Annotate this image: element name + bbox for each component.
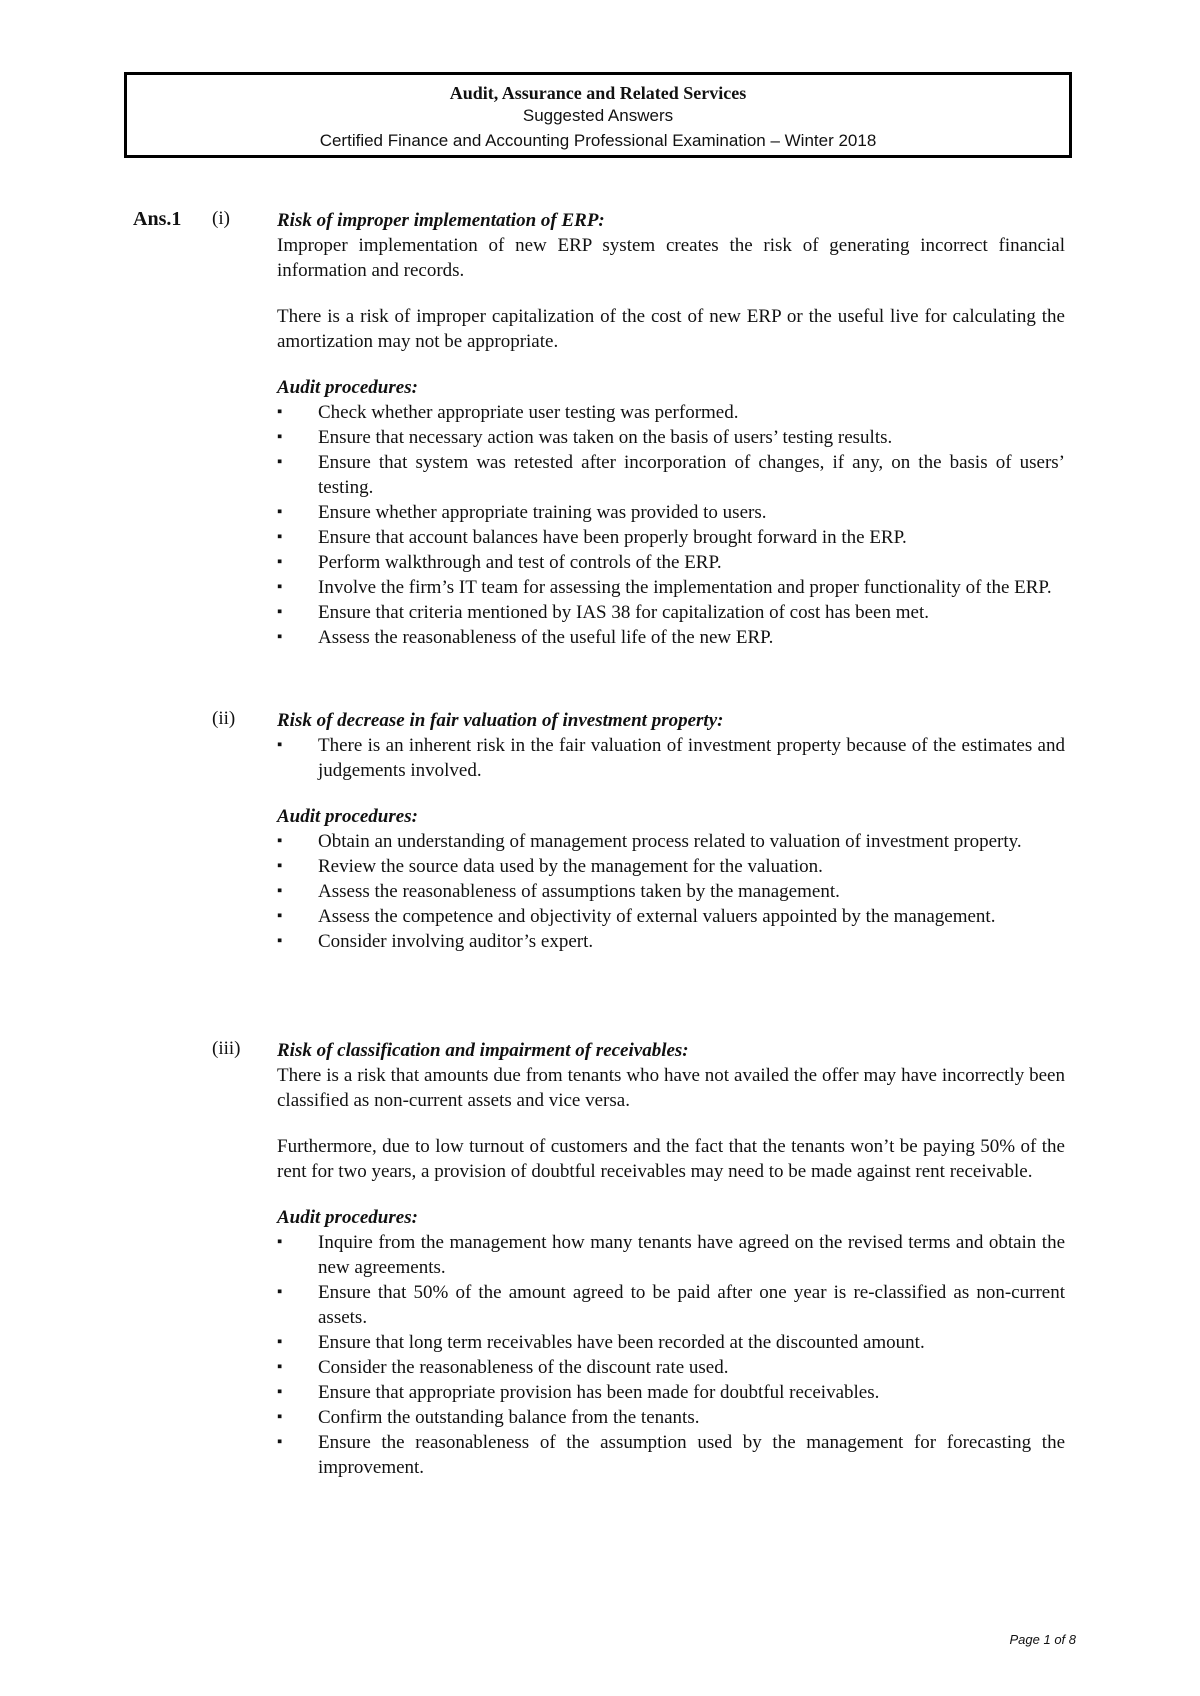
procedures-title: Audit procedures: [277, 1207, 418, 1228]
procedures-title: Audit procedures: [277, 377, 418, 398]
section-title: Risk of classification and impairment of receivables: [277, 1040, 689, 1061]
section-title: Risk of decrease in fair valuation of investment property: [277, 710, 724, 731]
list-item: ▪ Ensure the reasonableness of the assumption used by the management for forecasting the improvement. [277, 1430, 1065, 1480]
list-item: ▪ Ensure that system was retested after incorporation of changes, if any, on the basis of users’ testing. [277, 450, 1065, 500]
answer-label: Ans.1 [133, 208, 182, 230]
points-list [277, 733, 1065, 783]
section-number-ii: (ii) [212, 708, 236, 729]
paragraph: Improper implementation of new ERP system creates the risk of generating incorrect financial information and records. [277, 235, 1065, 281]
paragraph: There is a risk of improper capitalization of the cost of new ERP or the useful live for calculating the amortization may not be appropriate. [277, 306, 1065, 352]
list-item: ▪ Assess the competence and objectivity of external valuers appointed by the management. [277, 904, 1065, 929]
paragraph: There is a risk that amounts due from tenants who have not availed the offer may have incorrectly been classified as non-current assets and vice versa. [277, 1065, 1065, 1111]
list-item: ▪ Assess the reasonableness of assumptions taken by the management. [277, 879, 1065, 904]
section-i [277, 208, 1065, 650]
page-number: Page 1 of 8 [1009, 1632, 1076, 1647]
paragraph: Furthermore, due to low turnout of customers and the fact that the tenants won’t be paying 50% of the rent for two years, a provision of doubtful receivables may need to be made against rent receivable. [277, 1136, 1065, 1182]
section-iii [277, 1038, 1065, 1480]
list-item: ▪ Consider involving auditor’s expert. [277, 929, 1065, 954]
section-number-iii: (iii) [212, 1038, 241, 1059]
list-item: ▪ Consider the reasonableness of the discount rate used. [277, 1355, 1065, 1380]
procedures-title: Audit procedures: [277, 806, 418, 827]
list-item: ▪ Review the source data used by the management for the valuation. [277, 854, 1065, 879]
list-item: ▪ Perform walkthrough and test of controls of the ERP. [277, 550, 1065, 575]
list-item: ▪ Assess the reasonableness of the useful life of the new ERP. [277, 625, 1065, 650]
list-item: ▪ Ensure that necessary action was taken on the basis of users’ testing results. [277, 425, 1065, 450]
header-box [124, 72, 1072, 158]
list-item: ▪ Obtain an understanding of management process related to valuation of investment property. [277, 829, 1065, 854]
list-item: ▪ Inquire from the management how many tenants have agreed on the revised terms and obtain the new agreements. [277, 1230, 1065, 1280]
exam-name: Certified Finance and Accounting Professional Examination – Winter 2018 [319, 131, 877, 150]
list-item: ▪ Involve the firm’s IT team for assessing the implementation and proper functionality of the ERP. [277, 575, 1065, 600]
list-item: ▪ There is an inherent risk in the fair valuation of investment property because of the estimates and judgements involved. [277, 733, 1065, 783]
list-item: ▪ Confirm the outstanding balance from the tenants. [277, 1405, 1065, 1430]
section-number-i: (i) [212, 208, 230, 229]
list-item: ▪ Ensure whether appropriate training was provided to users. [277, 500, 1065, 525]
list-item: ▪ Ensure that criteria mentioned by IAS 38 for capitalization of cost has been met. [277, 600, 1065, 625]
procedures-list [277, 829, 1065, 954]
procedures-list [277, 400, 1065, 650]
document-title: Audit, Assurance and Related Services [449, 83, 747, 103]
document-subtitle: Suggested Answers [522, 106, 674, 125]
list-item: ▪ Check whether appropriate user testing was performed. [277, 400, 1065, 425]
procedures-list [277, 1230, 1065, 1480]
section-ii [277, 708, 1065, 954]
list-item: ▪ Ensure that account balances have been properly brought forward in the ERP. [277, 525, 1065, 550]
list-item: ▪ Ensure that 50% of the amount agreed to be paid after one year is re-classified as non-current assets. [277, 1280, 1065, 1330]
list-item: ▪ Ensure that appropriate provision has been made for doubtful receivables. [277, 1380, 1065, 1405]
section-title: Risk of improper implementation of ERP: [277, 210, 605, 231]
list-item: ▪ Ensure that long term receivables have been recorded at the discounted amount. [277, 1330, 1065, 1355]
